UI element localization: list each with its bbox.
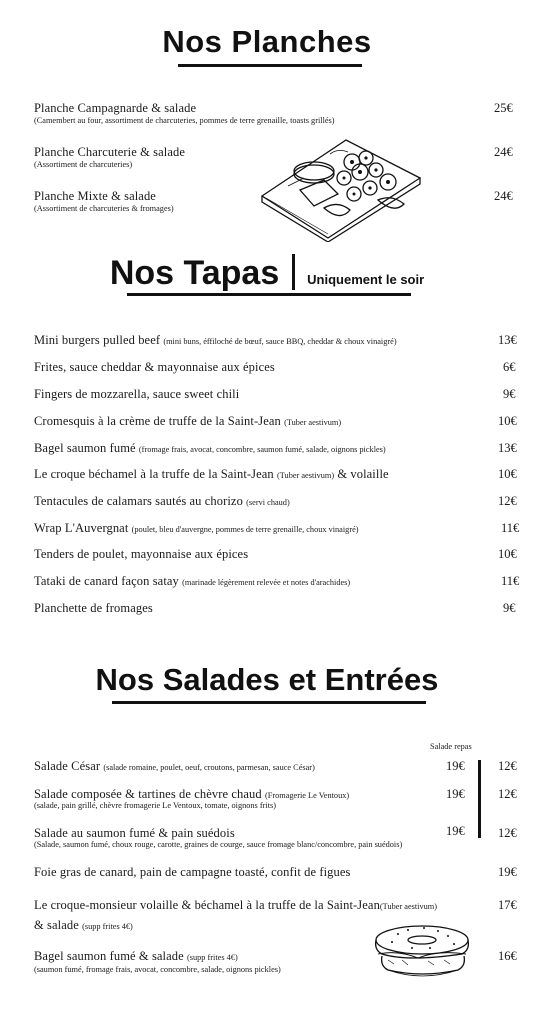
item-name-suffix: & volaille: [337, 467, 389, 481]
item-sub-description: (Salade, saumon fumé, choux rouge, carotte, graines de courge, sauce fromage blanc/concombre, pain suédois): [34, 840, 403, 849]
menu-item-mini-burgers: [34, 333, 397, 348]
item-sub-description: (salade, pain grillé, chèvre fromagerie Le Ventoux, tomate, oignons frits): [34, 801, 276, 810]
item-description: (supp frites 4€): [82, 922, 133, 931]
item-price: 24€: [494, 145, 513, 159]
item-price: 11€: [501, 521, 520, 535]
menu-item-bagel-saumon: [34, 441, 386, 456]
item-sub-description: (saumon fumé, fromage frais, avocat, concombre, salade, oignons pickles): [34, 965, 281, 974]
item-name: Cromesquis à la crème de truffe de la Saint-Jean: [34, 414, 281, 428]
menu-item-salade-saumon: [34, 826, 235, 841]
item-name: Planche Mixte & salade: [34, 189, 156, 203]
title-separator: [292, 254, 295, 290]
item-description: (Tuber aestivum): [284, 418, 342, 427]
item-name: Frites, sauce cheddar & mayonnaise aux épices: [34, 360, 275, 374]
tapas-title: Nos Tapas: [109, 254, 280, 292]
item-price: 12€: [498, 826, 517, 840]
title-underline: [112, 701, 426, 704]
item-name: Tataki de canard façon satay: [34, 574, 179, 588]
item-name: Salade au saumon fumé & pain suédois: [34, 826, 235, 840]
item-description: (Fromagerie Le Ventoux): [264, 791, 350, 800]
column-header-salade-repas: Salade repas: [430, 742, 472, 751]
item-name: Salade César: [34, 759, 101, 773]
item-price: 12€: [498, 759, 517, 773]
section-title-salades: Nos Salades et Entrées: [95, 662, 439, 697]
section-title-planches: Nos Planches: [162, 24, 372, 59]
item-description: (Assortiment de charcuteries): [34, 160, 133, 169]
item-price: 17€: [498, 898, 517, 912]
item-name: Tenders de poulet, mayonnaise aux épices: [34, 547, 249, 561]
menu-item-croque-bechamel: [34, 467, 389, 482]
item-price: 11€: [501, 574, 520, 588]
title-underline: [127, 293, 411, 296]
menu-item-salade-composee: [34, 787, 349, 802]
item-name: Wrap L'Auvergnat: [34, 521, 129, 535]
item-description: (servi chaud): [246, 498, 290, 507]
item-price: 16€: [498, 949, 517, 963]
item-price: 9€: [503, 387, 516, 401]
item-description: (marinade légèrement relevée et notes d'arachides): [182, 578, 351, 587]
menu-item-fingers-mozzarella: [34, 387, 239, 402]
item-price: 6€: [503, 360, 516, 374]
item-name: Bagel saumon fumé: [34, 441, 136, 455]
section-title-tapas: [0, 254, 534, 293]
menu-item-wrap-auvergnat: [34, 521, 359, 536]
menu-item-tataki-canard: [34, 574, 350, 589]
salade-repas-price: 19€: [446, 787, 465, 801]
item-name: & salade: [34, 918, 79, 932]
item-name: Tentacules de calamars sautés au chorizo: [34, 494, 243, 508]
item-name: Planche Campagnarde & salade: [34, 101, 197, 115]
menu-item-planche-charcuterie: [34, 145, 185, 160]
item-name: Bagel saumon fumé & salade: [34, 949, 184, 963]
menu-item-croque-monsieur: [34, 898, 437, 913]
item-name: Salade composée & tartines de chèvre chaud: [34, 787, 262, 801]
item-price: 13€: [498, 333, 517, 347]
item-price: 19€: [498, 865, 517, 879]
item-description: (poulet, bleu d'auvergne, pommes de terre grenaille, choux vinaigré): [131, 525, 359, 534]
menu-item-foie-gras: [34, 865, 351, 880]
item-name: Foie gras de canard, pain de campagne toasté, confit de figues: [34, 865, 351, 879]
item-price: 12€: [498, 494, 517, 508]
item-name: Fingers de mozzarella, sauce sweet chili: [34, 387, 240, 401]
menu-item-planchette-fromages: [34, 601, 153, 616]
item-name: Planchette de fromages: [34, 601, 153, 615]
menu-item-tentacules-calamars: [34, 494, 290, 509]
menu-item-planche-campagnarde: [34, 101, 196, 116]
item-price: 24€: [494, 189, 513, 203]
charcuterie-board-illustration: [258, 134, 424, 242]
bagel-illustration: [368, 920, 476, 984]
item-description: (Assortiment de charcuteries & fromages): [34, 204, 174, 213]
item-name: Le croque béchamel à la truffe de la Saint-Jean: [34, 467, 274, 481]
title-underline: [178, 64, 362, 67]
item-description: (Tuber aestivum): [379, 902, 437, 911]
menu-item-planche-mixte: [34, 189, 156, 204]
menu-item-cromesquis: [34, 414, 341, 429]
item-description: (supp frites 4€): [187, 953, 238, 962]
item-price: 12€: [498, 787, 517, 801]
item-price: 9€: [503, 601, 516, 615]
menu-item-salade-cesar: [34, 759, 315, 774]
menu-item-tenders-poulet: [34, 547, 248, 562]
item-description: (salade romaine, poulet, oeuf, croutons, parmesan, sauce César): [103, 763, 315, 772]
salade-repas-price: 19€: [446, 759, 465, 773]
salade-repas-price: 19€: [446, 824, 465, 838]
item-description: (Tuber aestivum): [277, 471, 335, 480]
item-price: 13€: [498, 441, 517, 455]
item-description: (fromage frais, avocat, concombre, saumon fumé, salade, oignons pickles): [138, 445, 386, 454]
item-name: Planche Charcuterie & salade: [34, 145, 185, 159]
menu-item-frites: [34, 360, 275, 375]
price-column-divider: [478, 760, 481, 838]
item-price: 10€: [498, 467, 517, 481]
item-price: 10€: [498, 547, 517, 561]
item-name: Mini burgers pulled beef: [34, 333, 161, 347]
item-price: 25€: [494, 101, 513, 115]
tapas-subtitle: Uniquement le soir: [307, 272, 425, 287]
menu-item-bagel-saumon-salade: [34, 949, 238, 964]
menu-item-croque-monsieur-line2: [34, 918, 133, 933]
item-name: Le croque-monsieur volaille & béchamel à la truffe de la Saint-Jean: [34, 898, 380, 912]
item-description: (mini buns, éffiloché de bœuf, sauce BBQ, cheddar & choux vinaigré): [163, 337, 397, 346]
item-price: 10€: [498, 414, 517, 428]
item-description: (Camembert au four, assortiment de charcuteries, pommes de terre grenaille, toasts grillés): [34, 116, 335, 125]
